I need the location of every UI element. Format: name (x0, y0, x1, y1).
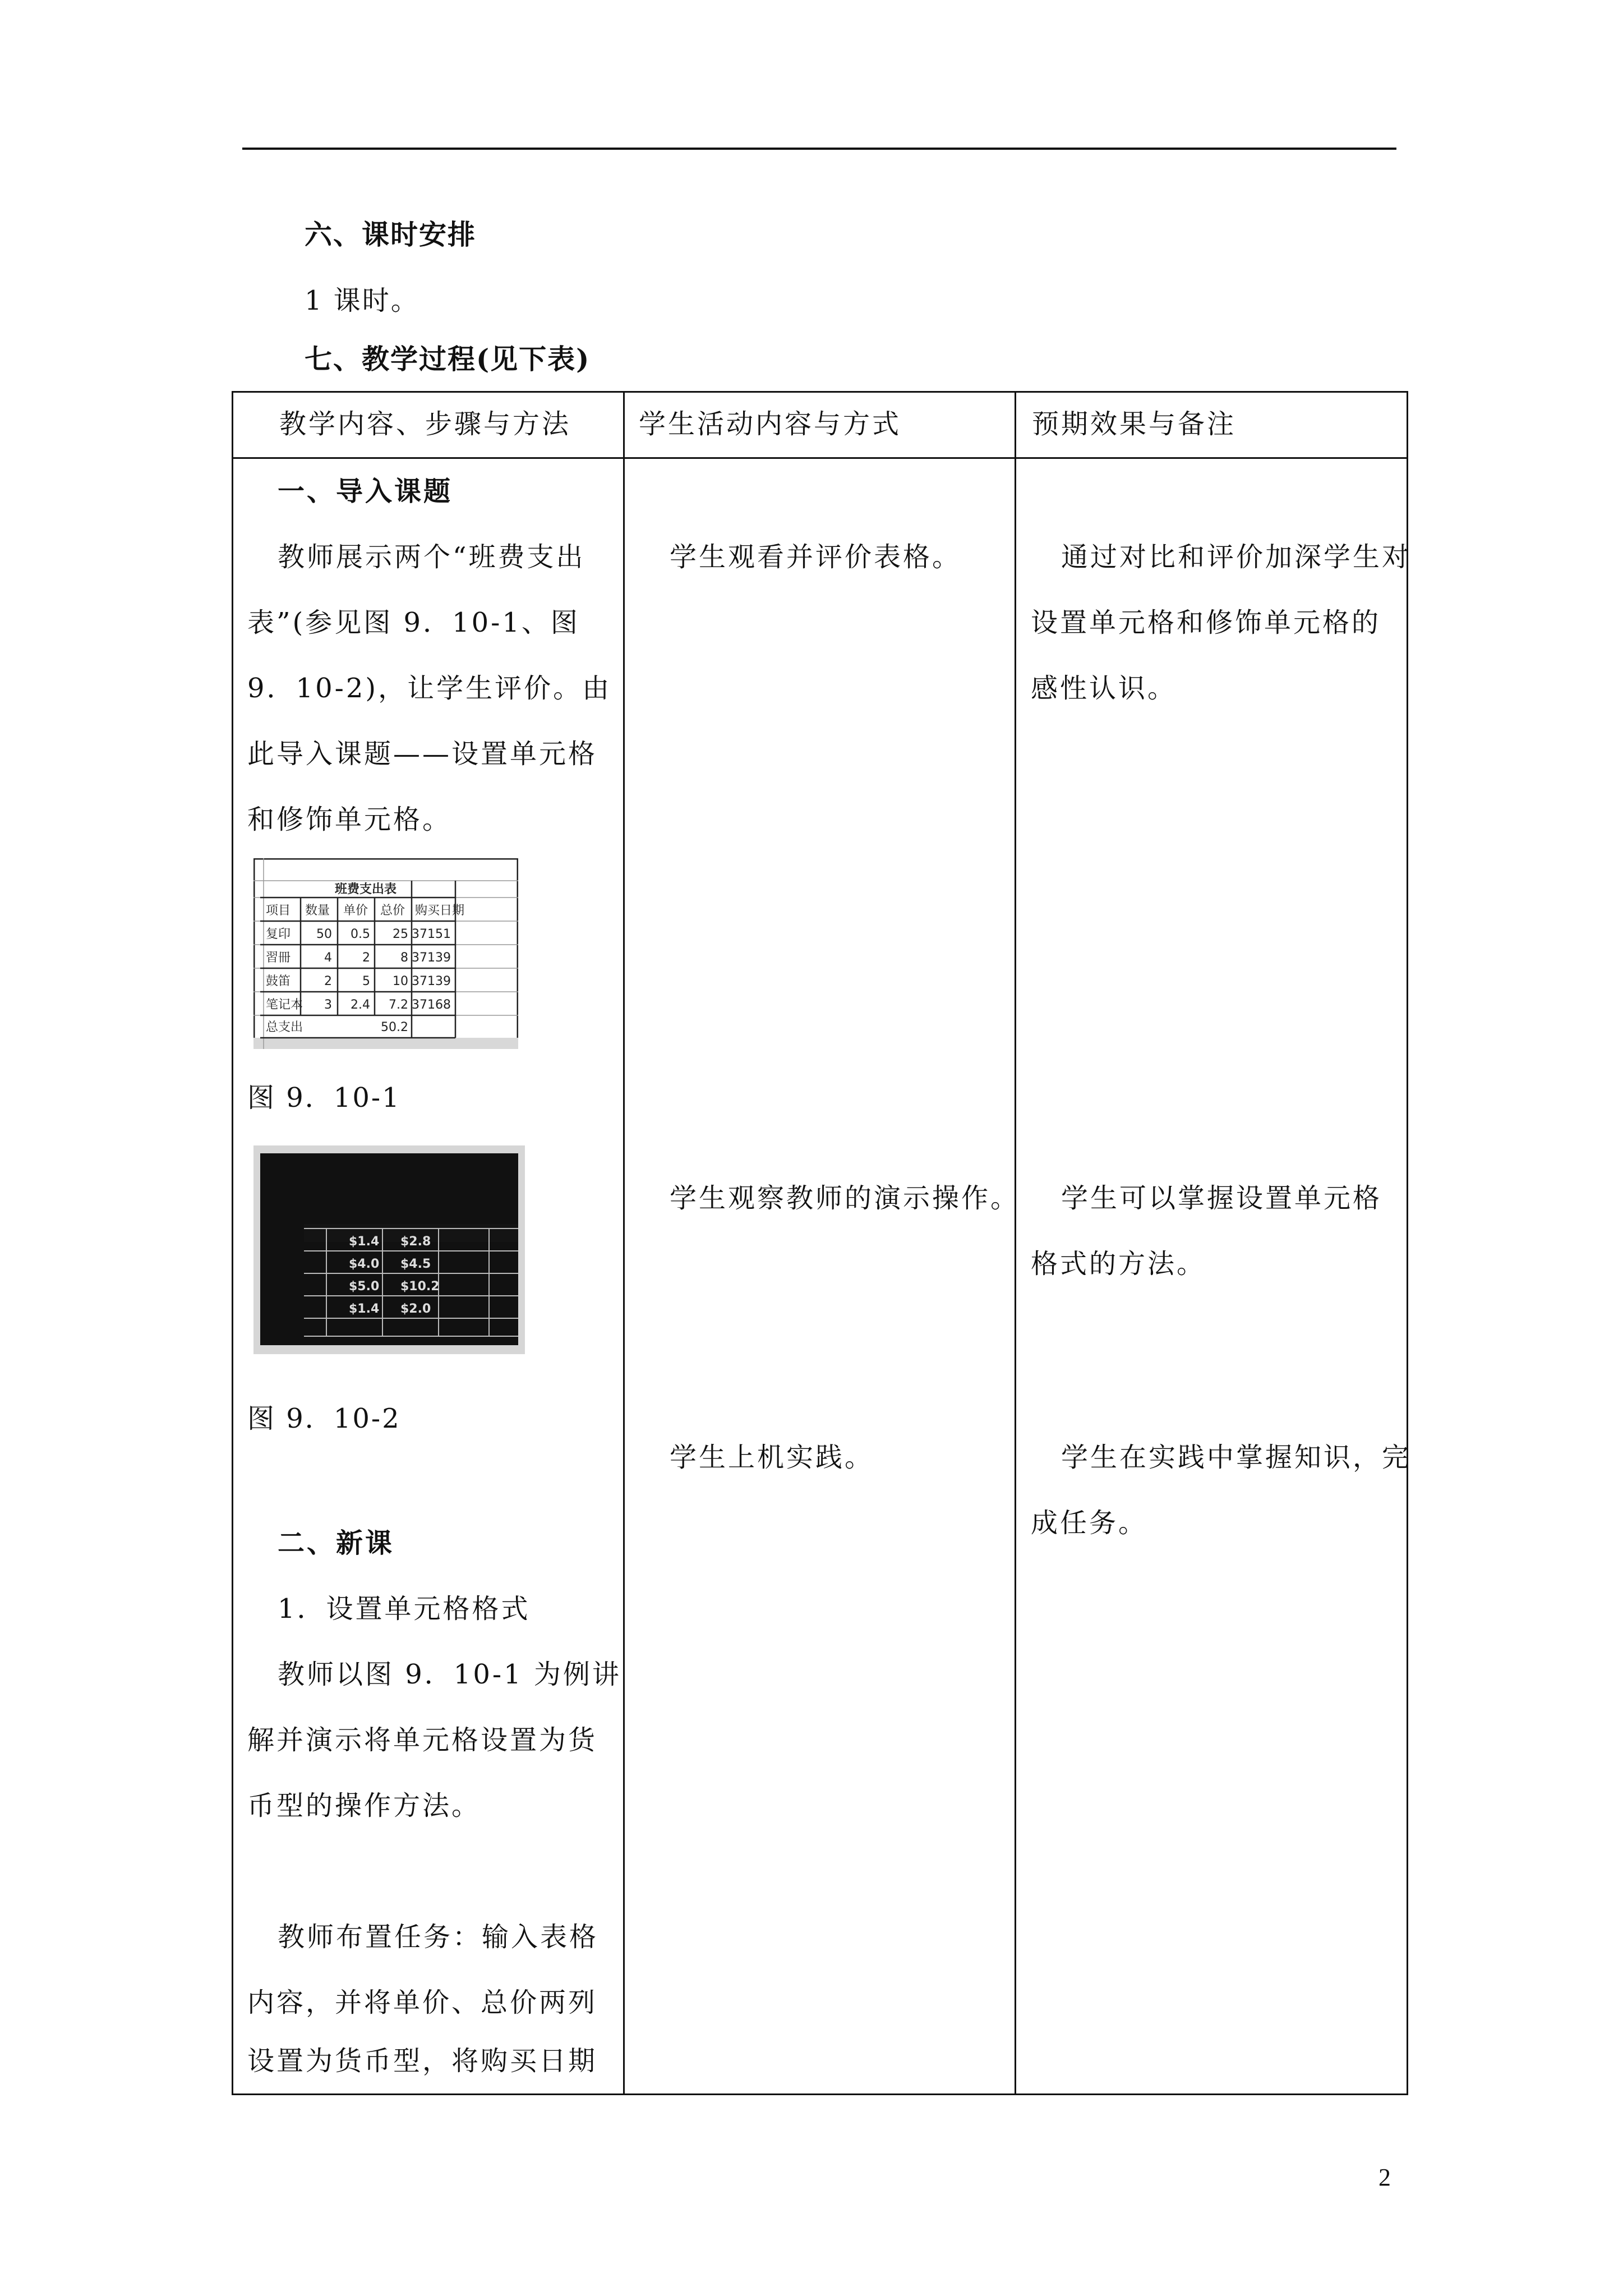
section-6-body: 1 课时。 (305, 285, 419, 316)
table-header-student-activity: 学生活动内容与方式 (639, 408, 902, 440)
fig1-cell: 37168 (412, 998, 451, 1012)
fig2-cell: $1.4 (349, 1235, 380, 1249)
fig2-cell: $5.0 (349, 1280, 380, 1294)
expected-effect-1-line: 感性认识。 (1031, 673, 1177, 704)
fig1-cell: 10 (393, 974, 408, 988)
fig1-cell: 習冊 (266, 951, 291, 965)
fig1-cell: 鼓笛 (266, 974, 291, 988)
fig1-cell: 2.4 (351, 998, 370, 1012)
figure-9-10-2-caption: 图 9．10-2 (247, 1403, 401, 1434)
expected-effect-3-line: 学生在实践中掌握知识，完 (1061, 1442, 1412, 1473)
fig2-cell: $4.0 (349, 1257, 380, 1271)
fig1-cell: 50.2 (381, 1020, 408, 1034)
expected-effect-1-line: 通过对比和评价加深学生对 (1061, 541, 1412, 573)
fig1-cell: 总支出 (266, 1020, 303, 1034)
demo-line: 教师以图 9．10-1 为例讲 (278, 1659, 621, 1690)
intro-line: 教师展示两个“班费支出 (278, 541, 585, 573)
figure-9-10-1-caption: 图 9．10-1 (247, 1082, 401, 1114)
expected-effect-1-line: 设置单元格和修饰单元格的 (1031, 607, 1381, 638)
fig1-header: 数量 (305, 904, 330, 918)
fig1-cell: 3 (324, 998, 332, 1012)
demo-line: 解并演示将单元格设置为货 (247, 1724, 598, 1756)
fig1-cell: 笔记本 (266, 998, 303, 1012)
fig1-cell: 37151 (412, 927, 451, 941)
fig1-cell: 4 (324, 951, 332, 965)
student-activity-1: 学生观看并评价表格。 (670, 541, 962, 573)
fig2-cell: $2.8 (400, 1235, 431, 1249)
table-header-method: 教学内容、步骤与方法 (279, 408, 571, 440)
subsection-1-title: 1．设置单元格格式 (278, 1593, 531, 1625)
fig2-cell: $2.0 (400, 1302, 431, 1316)
fig1-title: 班费支出表 (334, 882, 397, 896)
fig1-cell: 2 (362, 951, 370, 965)
new-lesson-heading: 二、新课 (278, 1527, 395, 1559)
fig1-cell: 2 (324, 974, 332, 988)
header-rule (242, 148, 1396, 150)
intro-line: 和修饰单元格。 (247, 804, 452, 835)
fig1-header: 项目 (266, 904, 291, 918)
fig1-cell: 50 (316, 927, 332, 941)
intro-line: 表”(参见图 9．10-1、图 (247, 607, 580, 638)
task-line: 设置为货币型，将购买日期 (247, 2045, 598, 2077)
expected-effect-2-line: 学生可以掌握设置单元格 (1061, 1182, 1382, 1214)
fig2-cell: $1.4 (349, 1302, 380, 1316)
fig1-header: 购买日期 (415, 904, 465, 918)
section-7-heading: 七、教学过程(见下表) (305, 343, 591, 375)
fig2-cell: $10.2 (400, 1280, 440, 1294)
task-line: 内容，并将单价、总价两列 (247, 1987, 598, 2018)
fig1-cell: 37139 (412, 951, 451, 965)
fig1-cell: 37139 (412, 974, 451, 988)
fig1-cell: 25 (393, 927, 408, 941)
student-activity-3: 学生上机实践。 (670, 1442, 874, 1473)
fig1-cell: 7.2 (389, 998, 408, 1012)
student-activity-2: 学生观察教师的演示操作。 (670, 1182, 1020, 1214)
figure-9-10-2 (253, 1145, 525, 1354)
expected-effect-3-line: 成任务。 (1031, 1507, 1148, 1539)
fig1-cell: 复印 (266, 927, 291, 941)
table-header-expected-effect: 预期效果与备注 (1032, 408, 1237, 440)
fig1-cell: 5 (362, 974, 370, 988)
fig2-cell: $4.5 (400, 1257, 431, 1271)
intro-line: 此导入课题——设置单元格 (247, 738, 598, 770)
demo-line: 币型的操作方法。 (247, 1790, 481, 1821)
fig1-cell: 8 (400, 951, 408, 965)
section-6-heading: 六、课时安排 (305, 218, 477, 251)
intro-line: 9．10-2)，让学生评价。由 (247, 673, 612, 704)
fig1-header: 总价 (380, 904, 405, 918)
fig1-cell: 0.5 (351, 927, 370, 941)
fig1-header: 单价 (343, 904, 368, 918)
expected-effect-2-line: 格式的方法。 (1031, 1248, 1206, 1280)
page-number: 2 (1378, 2164, 1391, 2191)
figure-9-10-1 (253, 858, 518, 1049)
task-line: 教师布置任务：输入表格 (278, 1921, 599, 1953)
intro-heading: 一、导入课题 (278, 476, 453, 507)
